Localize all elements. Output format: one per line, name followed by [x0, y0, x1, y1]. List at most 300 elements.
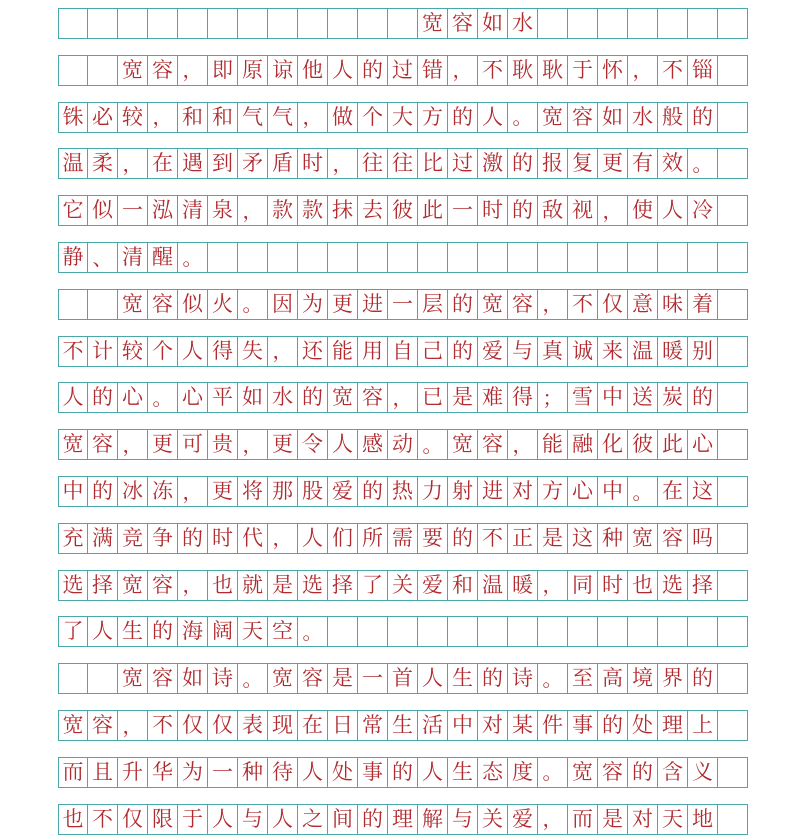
- grid-cell: 原: [238, 56, 268, 85]
- text-row: [58, 570, 748, 601]
- grid-cell: 不: [148, 711, 178, 740]
- grid-cell: 气: [268, 103, 298, 132]
- grid-cell: 冷: [688, 196, 718, 225]
- grid-cell: 的: [148, 617, 178, 646]
- grid-cell: 华: [148, 758, 178, 787]
- grid-cell: 必: [88, 103, 118, 132]
- grid-cell: 首: [388, 664, 418, 693]
- grid-cell: 做: [328, 103, 358, 132]
- grid-cell: [568, 617, 598, 646]
- grid-cell: 与: [238, 805, 268, 834]
- grid-cell: [418, 243, 448, 272]
- grid-cell: ，: [598, 196, 628, 225]
- grid-cell: 它: [58, 196, 88, 225]
- grid-cell: 视: [568, 196, 598, 225]
- grid-cell: 与: [508, 337, 538, 366]
- grid-cell: 即: [208, 56, 238, 85]
- grid-cell: 温: [478, 571, 508, 600]
- grid-cell: [718, 243, 748, 272]
- grid-cell: 。: [688, 149, 718, 178]
- grid-cell: [658, 617, 688, 646]
- grid-cell: ，: [118, 430, 148, 459]
- title-row: [58, 8, 748, 39]
- grid-cell: 进: [478, 477, 508, 506]
- grid-cell: ，: [268, 337, 298, 366]
- text-row: [58, 336, 748, 367]
- grid-cell: [178, 9, 208, 38]
- grid-cell: 一: [358, 664, 388, 693]
- grid-cell: 的: [448, 103, 478, 132]
- grid-cell: [328, 243, 358, 272]
- grid-cell: 温: [628, 337, 658, 366]
- grid-cell: 和: [448, 571, 478, 600]
- grid-cell: 空: [268, 617, 298, 646]
- grid-cell: [388, 9, 418, 38]
- grid-cell: 泓: [148, 196, 178, 225]
- text-row: [58, 476, 748, 507]
- grid-cell: [148, 9, 178, 38]
- grid-cell: ，: [148, 103, 178, 132]
- grid-cell: 较: [118, 103, 148, 132]
- grid-cell: 彼: [628, 430, 658, 459]
- grid-cell: ，: [538, 805, 568, 834]
- grid-cell: [538, 243, 568, 272]
- grid-cell: [448, 617, 478, 646]
- grid-cell: ，: [628, 56, 658, 85]
- grid-cell: 宽: [328, 383, 358, 412]
- grid-cell: [688, 9, 718, 38]
- grid-cell: 如: [178, 664, 208, 693]
- grid-cell: 择: [328, 571, 358, 600]
- grid-cell: 正: [508, 524, 538, 553]
- grid-cell: 抹: [328, 196, 358, 225]
- grid-cell: 而: [58, 758, 88, 787]
- grid-cell: 去: [358, 196, 388, 225]
- grid-cell: 容: [508, 290, 538, 319]
- grid-cell: 似: [178, 290, 208, 319]
- grid-cell: 且: [88, 758, 118, 787]
- grid-cell: 要: [418, 524, 448, 553]
- grid-cell: 人: [328, 430, 358, 459]
- grid-cell: 。: [238, 290, 268, 319]
- grid-cell: 宽: [628, 524, 658, 553]
- grid-cell: 的: [358, 477, 388, 506]
- grid-cell: ，: [118, 711, 148, 740]
- grid-cell: 地: [688, 805, 718, 834]
- grid-cell: 化: [598, 430, 628, 459]
- grid-cell: ，: [178, 477, 208, 506]
- grid-cell: 清: [178, 196, 208, 225]
- grid-cell: 心: [568, 477, 598, 506]
- grid-cell: 雪: [568, 383, 598, 412]
- grid-cell: ，: [508, 430, 538, 459]
- grid-cell: [718, 430, 748, 459]
- grid-cell: 常: [358, 711, 388, 740]
- grid-cell: [718, 617, 748, 646]
- grid-cell: 生: [448, 758, 478, 787]
- grid-cell: ，: [178, 571, 208, 600]
- grid-cell: [58, 56, 88, 85]
- grid-cell: 遇: [178, 149, 208, 178]
- grid-cell: 之: [298, 805, 328, 834]
- grid-cell: 的: [448, 290, 478, 319]
- grid-cell: [718, 149, 748, 178]
- grid-cell: 义: [688, 758, 718, 787]
- grid-cell: 事: [358, 758, 388, 787]
- grid-cell: [718, 758, 748, 787]
- grid-cell: 用: [358, 337, 388, 366]
- grid-cell: 是: [328, 664, 358, 693]
- grid-cell: 的: [448, 524, 478, 553]
- grid-cell: 天: [238, 617, 268, 646]
- grid-cell: 所: [358, 524, 388, 553]
- grid-cell: 如: [478, 9, 508, 38]
- grid-cell: 可: [178, 430, 208, 459]
- grid-cell: 效: [658, 149, 688, 178]
- grid-cell: 自: [388, 337, 418, 366]
- grid-cell: 层: [418, 290, 448, 319]
- grid-cell: 诗: [508, 664, 538, 693]
- grid-cell: 人: [418, 664, 448, 693]
- grid-cell: 意: [628, 290, 658, 319]
- grid-cell: 择: [688, 571, 718, 600]
- grid-cell: [358, 243, 388, 272]
- grid-cell: 处: [628, 711, 658, 740]
- grid-cell: 容: [568, 103, 598, 132]
- grid-cell: ，: [448, 56, 478, 85]
- grid-cell: 爱: [328, 477, 358, 506]
- grid-cell: 充: [58, 524, 88, 553]
- grid-cell: 宽: [118, 56, 148, 85]
- grid-cell: [628, 243, 658, 272]
- grid-cell: [538, 9, 568, 38]
- grid-cell: 的: [178, 524, 208, 553]
- grid-cell: [598, 243, 628, 272]
- grid-cell: 对: [478, 711, 508, 740]
- grid-cell: 一: [118, 196, 148, 225]
- grid-cell: 清: [118, 243, 148, 272]
- grid-cell: 境: [628, 664, 658, 693]
- grid-cell: 往: [358, 149, 388, 178]
- grid-cell: 气: [238, 103, 268, 132]
- grid-cell: [298, 9, 328, 38]
- grid-cell: 还: [298, 337, 328, 366]
- grid-cell: 的: [688, 664, 718, 693]
- grid-cell: 能: [538, 430, 568, 459]
- grid-cell: 人: [478, 103, 508, 132]
- grid-cell: 如: [598, 103, 628, 132]
- grid-cell: 一: [448, 196, 478, 225]
- grid-cell: 宽: [118, 571, 148, 600]
- grid-cell: 矛: [238, 149, 268, 178]
- grid-cell: 彼: [388, 196, 418, 225]
- grid-cell: [568, 243, 598, 272]
- grid-cell: [718, 196, 748, 225]
- grid-cell: [718, 805, 748, 834]
- grid-cell: ，: [538, 290, 568, 319]
- grid-cell: 容: [88, 430, 118, 459]
- grid-cell: ，: [238, 196, 268, 225]
- grid-cell: 的: [298, 383, 328, 412]
- grid-cell: 容: [88, 711, 118, 740]
- grid-cell: [658, 243, 688, 272]
- grid-cell: 满: [88, 524, 118, 553]
- grid-cell: 到: [208, 149, 238, 178]
- grid-cell: 送: [628, 383, 658, 412]
- grid-cell: [718, 571, 748, 600]
- grid-cell: 仅: [118, 805, 148, 834]
- grid-cell: 的: [388, 758, 418, 787]
- grid-cell: 爱: [478, 337, 508, 366]
- grid-cell: 款: [298, 196, 328, 225]
- grid-cell: 界: [658, 664, 688, 693]
- text-row: [58, 757, 748, 788]
- grid-cell: [718, 664, 748, 693]
- grid-cell: 进: [358, 290, 388, 319]
- grid-cell: 较: [118, 337, 148, 366]
- grid-cell: [238, 243, 268, 272]
- grid-cell: [388, 617, 418, 646]
- grid-cell: 个: [148, 337, 178, 366]
- grid-cell: [718, 477, 748, 506]
- grid-cell: 计: [88, 337, 118, 366]
- grid-cell: 心: [178, 383, 208, 412]
- grid-cell: [508, 617, 538, 646]
- grid-cell: 容: [598, 758, 628, 787]
- grid-cell: [688, 617, 718, 646]
- grid-cell: 火: [208, 290, 238, 319]
- grid-cell: 人: [178, 337, 208, 366]
- grid-cell: 热: [388, 477, 418, 506]
- grid-cell: 选: [658, 571, 688, 600]
- grid-cell: 容: [148, 664, 178, 693]
- grid-cell: 柔: [88, 149, 118, 178]
- grid-cell: 日: [328, 711, 358, 740]
- grid-cell: 。: [538, 758, 568, 787]
- grid-cell: 高: [598, 664, 628, 693]
- grid-cell: 选: [58, 571, 88, 600]
- grid-cell: 至: [568, 664, 598, 693]
- grid-cell: [268, 243, 298, 272]
- grid-cell: 宽: [538, 103, 568, 132]
- grid-cell: 的: [508, 196, 538, 225]
- grid-cell: [568, 9, 598, 38]
- grid-cell: 中: [598, 383, 628, 412]
- grid-cell: 人: [88, 617, 118, 646]
- grid-cell: [478, 617, 508, 646]
- grid-cell: 容: [658, 524, 688, 553]
- grid-cell: 理: [658, 711, 688, 740]
- grid-cell: 宽: [118, 290, 148, 319]
- grid-cell: 爱: [418, 571, 448, 600]
- grid-cell: 将: [238, 477, 268, 506]
- grid-cell: 方: [538, 477, 568, 506]
- grid-cell: 为: [298, 290, 328, 319]
- grid-cell: 间: [328, 805, 358, 834]
- grid-cell: 诗: [208, 664, 238, 693]
- grid-cell: 在: [298, 711, 328, 740]
- grid-cell: 那: [268, 477, 298, 506]
- grid-cell: 心: [688, 430, 718, 459]
- grid-cell: 对: [628, 805, 658, 834]
- grid-cell: 水: [268, 383, 298, 412]
- grid-cell: 容: [358, 383, 388, 412]
- grid-cell: 某: [508, 711, 538, 740]
- grid-cell: 的: [478, 664, 508, 693]
- grid-cell: 诚: [568, 337, 598, 366]
- grid-cell: 代: [238, 524, 268, 553]
- grid-cell: 敌: [538, 196, 568, 225]
- grid-cell: 也: [208, 571, 238, 600]
- grid-cell: 、: [88, 243, 118, 272]
- grid-cell: [538, 617, 568, 646]
- grid-cell: 真: [538, 337, 568, 366]
- grid-cell: 的: [448, 337, 478, 366]
- grid-cell: 使: [628, 196, 658, 225]
- grid-cell: 报: [538, 149, 568, 178]
- grid-cell: 更: [328, 290, 358, 319]
- grid-cell: 。: [148, 383, 178, 412]
- grid-cell: 仅: [598, 290, 628, 319]
- grid-cell: 过: [448, 149, 478, 178]
- grid-cell: 人: [328, 56, 358, 85]
- grid-cell: [508, 243, 538, 272]
- grid-cell: 是: [598, 805, 628, 834]
- grid-cell: 解: [418, 805, 448, 834]
- grid-cell: 融: [568, 430, 598, 459]
- grid-cell: 令: [298, 430, 328, 459]
- grid-cell: 有: [628, 149, 658, 178]
- grid-cell: 来: [598, 337, 628, 366]
- grid-cell: 是: [268, 571, 298, 600]
- text-row: [58, 523, 748, 554]
- grid-cell: 不: [658, 56, 688, 85]
- grid-cell: 的: [508, 149, 538, 178]
- grid-cell: 爱: [508, 805, 538, 834]
- grid-cell: 的: [88, 383, 118, 412]
- grid-cell: 时: [208, 524, 238, 553]
- grid-cell: 也: [58, 805, 88, 834]
- grid-cell: 度: [508, 758, 538, 787]
- grid-cell: 更: [208, 477, 238, 506]
- grid-cell: 的: [598, 711, 628, 740]
- text-row: [58, 289, 748, 320]
- grid-cell: 们: [328, 524, 358, 553]
- grid-cell: 水: [628, 103, 658, 132]
- grid-cell: 时: [298, 149, 328, 178]
- grid-cell: 似: [88, 196, 118, 225]
- grid-cell: [208, 243, 238, 272]
- grid-cell: 醒: [148, 243, 178, 272]
- grid-cell: 能: [328, 337, 358, 366]
- grid-cell: [688, 243, 718, 272]
- grid-cell: 铢: [58, 103, 88, 132]
- grid-cell: 而: [568, 805, 598, 834]
- grid-cell: 难: [478, 383, 508, 412]
- grid-cell: 。: [298, 617, 328, 646]
- grid-cell: [718, 290, 748, 319]
- grid-cell: 心: [118, 383, 148, 412]
- grid-cell: 。: [418, 430, 448, 459]
- text-row: [58, 55, 748, 86]
- grid-cell: 般: [658, 103, 688, 132]
- grid-cell: 仅: [208, 711, 238, 740]
- text-row: [58, 663, 748, 694]
- grid-cell: 着: [688, 290, 718, 319]
- grid-cell: 。: [508, 103, 538, 132]
- grid-cell: ，: [328, 149, 358, 178]
- grid-cell: 为: [178, 758, 208, 787]
- grid-cell: 容: [148, 571, 178, 600]
- grid-cell: 于: [568, 56, 598, 85]
- grid-cell: [358, 9, 388, 38]
- grid-cell: 宽: [58, 430, 88, 459]
- grid-cell: 海: [178, 617, 208, 646]
- grid-cell: 力: [418, 477, 448, 506]
- grid-cell: [418, 617, 448, 646]
- grid-cell: 同: [568, 571, 598, 600]
- grid-cell: [718, 524, 748, 553]
- grid-cell: ，: [178, 56, 208, 85]
- grid-cell: 的: [358, 56, 388, 85]
- text-row: [58, 429, 748, 460]
- grid-cell: 宽: [118, 664, 148, 693]
- grid-cell: 水: [508, 9, 538, 38]
- grid-cell: [118, 9, 148, 38]
- grid-cell: 的: [628, 758, 658, 787]
- grid-cell: 人: [418, 758, 448, 787]
- grid-cell: 谅: [268, 56, 298, 85]
- grid-cell: [718, 337, 748, 366]
- grid-cell: [328, 617, 358, 646]
- grid-cell: 耿: [508, 56, 538, 85]
- grid-cell: [58, 9, 88, 38]
- grid-cell: [718, 103, 748, 132]
- grid-cell: [358, 617, 388, 646]
- grid-cell: 泉: [208, 196, 238, 225]
- grid-cell: 态: [478, 758, 508, 787]
- grid-cell: 耿: [538, 56, 568, 85]
- grid-cell: 比: [418, 149, 448, 178]
- grid-cell: ，: [388, 383, 418, 412]
- text-row: [58, 710, 748, 741]
- grid-cell: 理: [388, 805, 418, 834]
- text-row: [58, 148, 748, 179]
- grid-cell: 别: [688, 337, 718, 366]
- grid-cell: 更: [268, 430, 298, 459]
- grid-cell: 一: [208, 758, 238, 787]
- text-row: [58, 242, 748, 273]
- grid-cell: 失: [238, 337, 268, 366]
- grid-cell: 错: [418, 56, 448, 85]
- grid-cell: [88, 290, 118, 319]
- grid-cell: 个: [358, 103, 388, 132]
- grid-cell: 炭: [658, 383, 688, 412]
- grid-cell: 的: [88, 477, 118, 506]
- grid-cell: 己: [418, 337, 448, 366]
- grid-cell: 和: [178, 103, 208, 132]
- grid-cell: 一: [388, 290, 418, 319]
- text-row: [58, 382, 748, 413]
- grid-cell: 。: [538, 664, 568, 693]
- grid-cell: 得: [508, 383, 538, 412]
- grid-cell: 宽: [568, 758, 598, 787]
- grid-cell: 择: [88, 571, 118, 600]
- grid-cell: 和: [208, 103, 238, 132]
- grid-cell: [628, 617, 658, 646]
- grid-cell: 平: [208, 383, 238, 412]
- grid-cell: 动: [388, 430, 418, 459]
